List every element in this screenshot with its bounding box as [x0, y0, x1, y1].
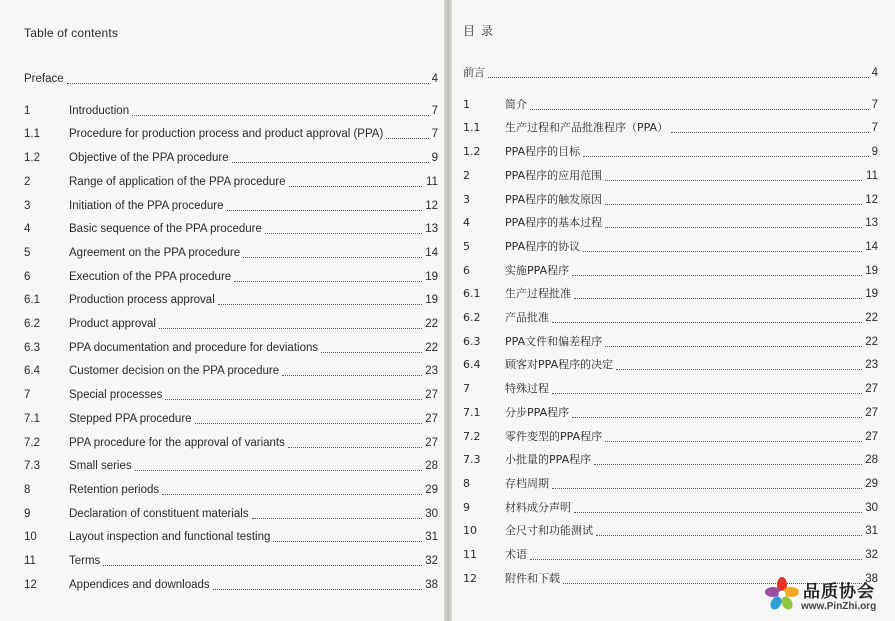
dot-leader: [273, 528, 422, 542]
toc-entry-page-number: 30: [425, 507, 438, 520]
toc-entry: [24, 220, 438, 238]
dot-leader: [218, 291, 422, 305]
toc-entry-title: 小批量的PPA程序: [505, 453, 592, 467]
toc-entry-title: Initiation of the PPA procedure: [69, 199, 224, 212]
toc-entry: [463, 356, 878, 374]
toc-entry-title: Small series: [69, 460, 132, 473]
toc-entry-page-number: 29: [865, 477, 878, 490]
toc-entry: [24, 528, 438, 546]
toc-entry: [463, 191, 878, 209]
toc-entry-title: 特殊过程: [505, 382, 549, 396]
toc-entry-title: Retention periods: [69, 483, 160, 496]
toc-entry-number: 1.1: [463, 121, 481, 135]
logo-brand-text: 品质协会: [803, 582, 875, 602]
dot-leader: [530, 96, 869, 110]
dot-leader: [67, 70, 429, 84]
toc-entry-number: 7.3: [24, 460, 40, 473]
toc-entry-page-number: 31: [865, 525, 878, 538]
toc-entry-page-number: 7: [871, 98, 878, 111]
toc-entry-title: 顾客对PPA程序的决定: [505, 358, 614, 372]
toc-entry-number: 1.2: [463, 145, 481, 159]
toc-entry-title: Customer decision on the PPA procedure: [69, 365, 280, 378]
dot-leader: [552, 380, 862, 394]
toc-entry: [463, 262, 878, 280]
toc-entry-title: Layout inspection and functional testing: [69, 531, 271, 544]
toc-entry-page-number: 19: [865, 288, 878, 301]
toc-entry-title: 分步PPA程序: [505, 405, 570, 419]
toc-entry: [24, 70, 438, 88]
toc-entry-page-number: 14: [865, 240, 878, 253]
toc-entry-title: PPA程序的触发原因: [505, 192, 603, 206]
toc-entry-page-number: 9: [431, 152, 438, 165]
toc-entry-number: 2: [24, 175, 31, 188]
toc-entry-number: 2: [463, 168, 470, 182]
toc-entry-title: Introduction: [69, 104, 130, 117]
dot-leader: [572, 262, 862, 276]
toc-entry-title: Terms: [69, 555, 101, 567]
dot-leader: [243, 244, 422, 258]
toc-entry-page-number: 19: [865, 264, 878, 277]
toc-entry: [463, 143, 878, 161]
toc-entry-page-number: 31: [425, 531, 438, 544]
dot-leader: [594, 451, 862, 465]
toc-entry-title: PPA程序的应用范围: [505, 168, 603, 182]
dot-leader: [572, 404, 862, 418]
toc-entry-title: Product approval: [69, 318, 156, 330]
toc-entry-title: 全尺寸和功能测试: [505, 524, 593, 538]
logo-url-text: www.PinZhi.org: [801, 601, 877, 612]
toc-entry-number: 6.2: [24, 318, 40, 330]
toc-entry: [463, 214, 878, 232]
toc-entry: [463, 167, 878, 185]
toc-entry: [463, 238, 878, 256]
dot-leader: [616, 356, 862, 370]
dot-leader: [530, 546, 862, 560]
toc-entry-page-number: 4: [871, 67, 878, 79]
toc-entry-number: 9: [24, 507, 31, 520]
toc-entry-title: 生产过程和产品批准程序（PPA）: [505, 121, 669, 135]
dot-leader: [252, 505, 422, 519]
toc-entry-page-number: 28: [425, 460, 438, 473]
toc-entry-page-number: 32: [425, 555, 438, 567]
dot-leader: [227, 197, 422, 211]
toc-entry: [463, 475, 878, 493]
toc-entry: [24, 434, 438, 452]
dot-leader: [165, 386, 422, 400]
toc-entry: [463, 380, 878, 398]
toc-entry-number: 12: [463, 571, 477, 585]
toc-entry-number: 6.3: [24, 341, 40, 354]
dot-leader: [671, 119, 869, 133]
dot-leader: [232, 149, 429, 163]
toc-entry: [24, 102, 438, 120]
toc-entry-number: 6.2: [463, 311, 481, 324]
toc-entry-title: 前言: [463, 66, 485, 79]
toc-entry-page-number: 27: [865, 406, 878, 419]
dot-leader: [488, 64, 869, 78]
toc-entry-page-number: 11: [426, 175, 438, 188]
toc-entry-title: Agreement on the PPA procedure: [69, 246, 241, 259]
toc-entry-number: 6.4: [24, 365, 40, 378]
toc-entry-page-number: 19: [425, 270, 438, 283]
toc-entry-title: PPA procedure for the approval of variants: [69, 436, 285, 449]
toc-entry-number: 9: [463, 500, 470, 514]
toc-entry-number: 5: [463, 239, 470, 253]
toc-entry-page-number: 38: [425, 578, 438, 591]
toc-entry-number: 12: [24, 578, 37, 591]
toc-entry-page-number: 27: [865, 383, 878, 396]
dot-leader: [321, 339, 422, 353]
dot-leader: [159, 315, 422, 329]
toc-entry-page-number: 22: [425, 341, 438, 354]
toc-entry: [463, 333, 878, 351]
dot-leader: [583, 143, 869, 157]
toc-entry-title: 产品批准: [505, 311, 549, 324]
dot-leader: [213, 576, 422, 590]
dot-leader: [162, 481, 422, 495]
toc-entry-number: 10: [24, 531, 37, 544]
flower-logo-icon: [765, 577, 799, 611]
toc-entry: [24, 481, 438, 499]
toc-entry-title: Preface: [24, 73, 64, 85]
toc-entry-page-number: 30: [865, 501, 878, 514]
toc-entry-title: Appendices and downloads: [69, 578, 210, 591]
toc-entry-number: 11: [463, 548, 477, 561]
toc-entry-title: PPA程序的基本过程: [505, 216, 603, 230]
dot-leader: [552, 475, 862, 489]
left-page: [0, 0, 446, 621]
toc-entry-page-number: 27: [425, 436, 438, 449]
toc-entry-number: 8: [463, 476, 470, 490]
toc-entry-page-number: 11: [866, 169, 878, 182]
toc-entry-title: Stepped PPA procedure: [69, 412, 192, 425]
dot-leader: [596, 522, 862, 536]
toc-entry-number: 3: [24, 199, 31, 212]
toc-entry-number: 1: [463, 97, 470, 111]
toc-entry: [463, 404, 878, 422]
toc-entry-number: 7.1: [463, 405, 481, 419]
dot-leader: [282, 362, 422, 376]
toc-entry-number: 7: [463, 382, 470, 396]
dot-leader: [574, 499, 862, 513]
toc-entry-title: PPA程序的协议: [505, 239, 581, 253]
toc-entry-page-number: 27: [865, 430, 878, 443]
toc-title-chinese: 目录: [463, 24, 500, 38]
toc-entry: [24, 197, 438, 215]
toc-entry-page-number: 7: [871, 122, 878, 135]
toc-entry-title: Range of application of the PPA procedure: [69, 175, 286, 188]
toc-entry-number: 1: [24, 104, 31, 117]
toc-entry-title: Production process approval: [69, 294, 215, 307]
toc-entry-number: 6.1: [463, 287, 481, 301]
dot-leader: [195, 410, 422, 424]
toc-entry-page-number: 27: [425, 412, 438, 425]
toc-entry-number: 8: [24, 483, 31, 496]
toc-entry: [24, 576, 438, 594]
dot-leader: [103, 552, 422, 566]
dot-leader: [135, 457, 422, 471]
toc-entry-page-number: 23: [425, 365, 438, 378]
toc-entry: [463, 428, 878, 446]
toc-entry-page-number: 22: [425, 318, 438, 330]
toc-entry-page-number: 38: [865, 572, 878, 585]
toc-entry: [24, 339, 438, 357]
toc-title-english: Table of contents: [24, 26, 119, 40]
toc-entry: [24, 386, 438, 404]
toc-entry-number: 10: [463, 524, 477, 538]
toc-entry-number: 4: [463, 216, 470, 230]
toc-entry-number: 7: [24, 389, 31, 402]
toc-entry-title: Special processes: [69, 389, 163, 402]
toc-entry: [24, 315, 438, 333]
toc-entry: [463, 451, 878, 469]
toc-entry-page-number: 23: [865, 359, 878, 372]
toc-entry: [24, 149, 438, 167]
dot-leader: [583, 238, 862, 252]
toc-entry: [463, 309, 878, 327]
toc-entry: [463, 64, 878, 82]
toc-entry-number: 7.2: [463, 429, 481, 443]
toc-entry-page-number: 13: [425, 223, 438, 236]
toc-entry-title: 材料成分声明: [505, 500, 571, 514]
toc-entry-number: 6.1: [24, 294, 40, 307]
right-page: [452, 0, 895, 621]
toc-entry-title: 生产过程批准: [505, 287, 571, 301]
toc-entry-number: 6.3: [463, 334, 481, 348]
toc-entry: [24, 291, 438, 309]
toc-entry-title: PPA文件和偏差程序: [505, 334, 603, 348]
toc-entry-number: 7.1: [24, 412, 40, 425]
toc-entry-page-number: 13: [865, 217, 878, 230]
toc-entry: [463, 96, 878, 114]
toc-entry-page-number: 27: [425, 389, 438, 402]
dot-leader: [574, 285, 862, 299]
toc-entry: [24, 410, 438, 428]
toc-entry: [24, 552, 438, 570]
toc-entry-page-number: 9: [871, 146, 878, 159]
dot-leader: [552, 309, 862, 323]
toc-entry-number: 6.4: [463, 358, 481, 372]
toc-entry-number: 6: [463, 263, 470, 277]
toc-entry-title: 零件变型的PPA程序: [505, 429, 603, 443]
toc-entry: [24, 173, 438, 191]
toc-entry: [24, 268, 438, 286]
toc-entry: [463, 119, 878, 137]
toc-entry-number: 3: [463, 192, 470, 206]
toc-entry: [24, 457, 438, 475]
toc-entry-number: 5: [24, 246, 31, 259]
toc-entry-page-number: 22: [865, 335, 878, 348]
toc-entry-title: Execution of the PPA procedure: [69, 270, 232, 283]
toc-entry-number: 1.2: [24, 152, 40, 165]
dot-leader: [605, 333, 862, 347]
toc-entry-page-number: 7: [431, 104, 438, 117]
toc-entry-page-number: 22: [865, 312, 878, 324]
toc-entry: [463, 546, 878, 564]
toc-entry-number: 11: [24, 555, 36, 567]
toc-entry-number: 4: [24, 223, 31, 236]
dot-leader: [605, 214, 862, 228]
toc-entry: [463, 285, 878, 303]
toc-entry-title: 实施PPA程序: [505, 263, 570, 277]
toc-entry-title: Declaration of constituent materials: [69, 507, 249, 520]
toc-entry-page-number: 29: [425, 483, 438, 496]
toc-entry-number: 7.2: [24, 436, 40, 449]
toc-entry-page-number: 28: [865, 454, 878, 467]
toc-entry-page-number: 32: [865, 549, 878, 561]
pinzhi-logo: [763, 575, 889, 617]
toc-entry-title: 术语: [505, 548, 527, 561]
toc-entry: [463, 522, 878, 540]
toc-entry-page-number: 4: [431, 73, 438, 85]
toc-entry: [24, 362, 438, 380]
toc-entry-title: PPA documentation and procedure for deviations: [69, 341, 319, 354]
toc-entry: [24, 505, 438, 523]
toc-entry-title: 简介: [505, 97, 527, 111]
dot-leader: [234, 268, 422, 282]
toc-entry-page-number: 12: [425, 199, 438, 212]
dot-leader: [605, 428, 862, 442]
toc-entry-title: Objective of the PPA procedure: [69, 152, 229, 165]
toc-entry-title: PPA程序的目标: [505, 145, 581, 159]
toc-entry-page-number: 12: [865, 193, 878, 206]
toc-entry-number: 7.3: [463, 453, 481, 467]
toc-entry-title: 存档周期: [505, 476, 549, 490]
dot-leader: [265, 220, 422, 234]
toc-entry: [24, 244, 438, 262]
toc-entry-number: 1.1: [24, 128, 40, 141]
dot-leader: [289, 173, 422, 187]
toc-entry-page-number: 14: [425, 246, 438, 259]
toc-entry-page-number: 19: [425, 294, 438, 307]
dot-leader: [132, 102, 429, 116]
toc-entry-number: 6: [24, 270, 31, 283]
toc-entry-page-number: 7: [431, 128, 438, 141]
dot-leader: [288, 434, 422, 448]
toc-entry: [24, 125, 438, 143]
toc-entry-title: Basic sequence of the PPA procedure: [69, 223, 262, 236]
toc-entry: [463, 499, 878, 517]
toc-entry-title: 附件和下载: [505, 571, 560, 585]
toc-entry-title: Procedure for production process and product approval (PPA): [69, 128, 384, 141]
dot-leader: [605, 191, 862, 205]
dot-leader: [605, 167, 862, 181]
